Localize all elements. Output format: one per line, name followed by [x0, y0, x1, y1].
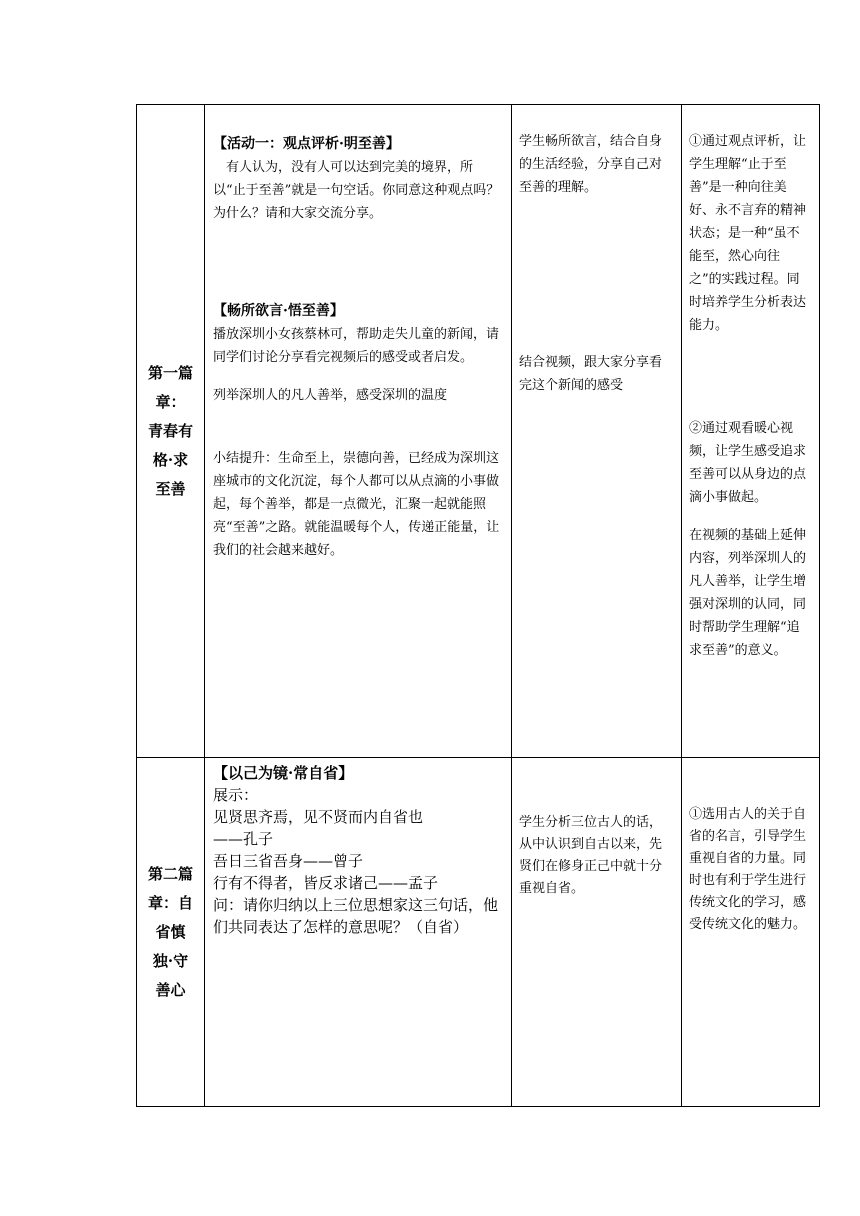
intent-text: 在视频的基础上延伸内容，列举深圳人的凡人善举，让学生增强对深圳的认同，同时帮助学生理解“追求至善”的意义。	[689, 528, 807, 658]
activity-line: 见贤思齐焉，见不贤而内自省也	[213, 808, 424, 826]
lesson-plan-table	[136, 104, 820, 1107]
activity-heading: 【畅所欲言·悟至善】	[213, 303, 344, 319]
activity-heading: 【活动一：观点评析·明至善】	[213, 136, 400, 152]
chapter-title-line: 第一篇	[147, 363, 193, 382]
design-intent-cell	[682, 105, 820, 758]
activity-line: 问：请你归纳以上三位思想家这三句话，他们共同表达了怎样的意思呢？（自省）	[213, 896, 499, 936]
chapter-title-line: 独·守	[152, 951, 189, 970]
chapter-title-line: 第二篇	[147, 864, 193, 883]
activity-cell	[205, 758, 512, 1107]
chapter-title-line: 格·求	[152, 450, 189, 469]
activity-line: ——孔子	[213, 830, 274, 848]
chapter-title-line: 省慎	[155, 922, 186, 941]
student-text: 学生分析三位古人的话，从中认识到自古以来，先贤们在修身正己中就十分重视自省。	[519, 815, 663, 896]
student-text: 结合视频，跟大家分享看完这个新闻的感受	[519, 355, 663, 393]
chapter-title-line: 青春有	[147, 421, 193, 440]
activity-line: 吾日三省吾身——曾子	[213, 852, 364, 870]
chapter-title-line: 章：	[155, 392, 186, 411]
table-row	[137, 105, 820, 758]
activity-line: 行有不得者，皆反求诸己——孟子	[213, 874, 439, 892]
intent-text: ①选用古人的关于自省的名言，引导学生重视自省的力量。同时也有利于学生进行传统文化的学习，感受传统文化的魅力。	[689, 807, 807, 932]
chapter-title-line: 章：自	[147, 893, 193, 912]
activity-text: 播放深圳小女孩蔡林可，帮助走失儿童的新闻，请同学们讨论分享看完视频后的感受或者启发。	[213, 327, 500, 365]
activity-cell	[205, 105, 512, 758]
student-text: 学生畅所欲言，结合自身的生活经验，分享自己对至善的理解。	[519, 134, 663, 195]
activity-heading: 【以己为镜·常自省】	[213, 764, 354, 782]
chapter-cell	[137, 758, 205, 1107]
student-activity-cell	[512, 758, 682, 1107]
student-activity-cell	[512, 105, 682, 758]
chapter-title-line: 至善	[155, 479, 186, 498]
table-row	[137, 758, 820, 1107]
intent-text: ①通过观点评析，让学生理解“止于至善”是一种向往美好、永不言弃的精神状态；是一种“虽不能至，然心向往之”的实践过程。同时培养学生分析表达能力。	[689, 134, 807, 333]
activity-line: 展示：	[213, 786, 259, 804]
chapter-title-line: 善心	[155, 980, 186, 999]
intent-text: ②通过观看暖心视频，让学生感受追求至善可以从身边的点滴小事做起。	[689, 421, 807, 505]
design-intent-cell	[682, 758, 820, 1107]
activity-text: 有人认为，没有人可以达到完美的境界，所以“止于至善”就是一句空话。你同意这种观点吗？为什么？请和大家交流分享。	[213, 160, 500, 221]
chapter-cell	[137, 105, 205, 758]
activity-summary: 小结提升：生命至上，崇德向善，已经成为深圳这座城市的文化沉淀，每个人都可以从点滴的小事做起，每个善举，都是一点微光，汇聚一起就能照亮“至善”之路。就能温暖每个人，传递正能量，让我们的社会越来越好。	[213, 451, 500, 558]
activity-text: 列举深圳人的凡人善举，感受深圳的温度	[213, 388, 448, 403]
